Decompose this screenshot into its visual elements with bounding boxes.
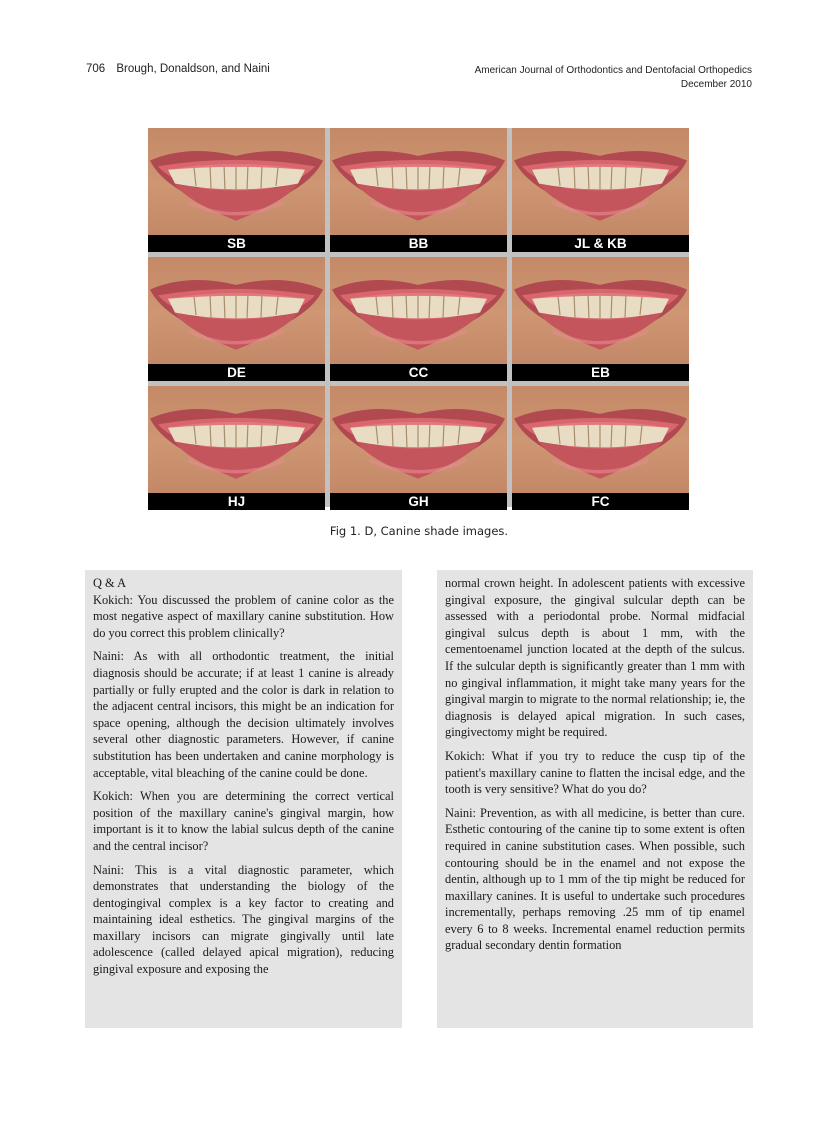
shade-panel [512,257,689,381]
panel-label: CC [330,364,507,381]
qa-paragraph: Kokich: When you are determining the correct vertical position of the maxillary canine's gingival margin, how important is it to know the labial sulcus depth of the canine and the central incisor? [93,789,394,853]
smile-photo [330,257,507,381]
qa-column-left [85,570,402,1028]
qa-paragraph: Kokich: What if you try to reduce the cusp tip of the patient's maxillary canine to flatten the incisal edge, and the tooth is very sensitive? What do you do? [445,748,745,797]
panel-label: DE [148,364,325,381]
panel-label: EB [512,364,689,381]
panel-label: SB [148,235,325,252]
shade-panel [148,128,325,252]
panel-label: GH [330,493,507,510]
issue-date: December 2010 [680,79,752,90]
running-header-right [475,64,752,92]
smile-photo [512,128,689,252]
smile-photo [148,128,325,252]
smile-photo [512,257,689,381]
qa-paragraph: Naini: Prevention, as with all medicine, is better than cure. Esthetic contouring of the canine tip to some extent is often required in canine substitution cases. When possible, such contouring should be in the enamel and not expose the dentin, although up to 1 mm of the tip might be reduced for maxillary canines. It is useful to undertake such procedures incrementally, perhaps removing .25 mm of tip enamel every 6 to 8 weeks. Incremental enamel reduction permits gradual secondary dentin formation [445,805,745,953]
journal-name: American Journal of Orthodontics and Dentofacial Orthopedics [474,65,752,76]
shade-panel [512,386,689,510]
shade-panel [330,128,507,252]
qa-heading: Q & A [93,576,127,590]
smile-photo [330,386,507,510]
smile-photo [148,386,325,510]
shade-panel [512,128,689,252]
qa-paragraph: Naini: As with all orthodontic treatment, the initial diagnosis should be accurate; if at least 1 canine is already partially or fully erupted and the color is dark in relation to the adjacent central incisors, this might be an indication for space opening, although the decision ultimately involves several other diagnostic parameters. However, if canine substitution has been undertaken and canine morphology is acceptable, vital bleaching of the canine could be done. [93,649,394,780]
canine-shade-figure [148,128,689,507]
panel-label: HJ [148,493,325,510]
qa-paragraph: Kokich: You discussed the problem of canine color as the most negative aspect of maxillary canine substitution. How do you correct this problem clinically? [93,592,394,640]
panel-label: JL & KB [512,235,689,252]
panel-label: BB [330,235,507,252]
shade-panel [330,386,507,510]
smile-photo [148,257,325,381]
smile-photo [512,386,689,510]
shade-panel [148,257,325,381]
smile-photo [330,128,507,252]
qa-paragraph: normal crown height. In adolescent patients with excessive gingival exposure, the gingival sulcular depth can be assessed with a periodontal probe. Normal midfacial gingival sulcus depth is about 1 mm, with the cementoenamel junction located at the depth of the sulcus. If the sulcular depth is significantly greater than 1 mm with no gingival inflammation, it might take many years for the gingival margin to migrate to the normal relationship; ie, the diagnosis is delayed apical migration. In such cases, gingivectomy might be required. [445,576,745,740]
author-names: Brough, Donaldson, and Naini [116,63,270,75]
shade-panel [330,257,507,381]
page-number: 706 [86,63,106,75]
shade-panel [148,386,325,510]
running-header-left [86,63,270,75]
figure-caption: Fig 1. D, Canine shade images. [329,524,509,538]
qa-paragraph: Naini: This is a vital diagnostic parameter, which demonstrates that understanding the biology of the dentogingival complex is a key factor to creating and maintaining ideal esthetics. The gingival margins of the maxillary incisors can migrate gingivally until late adolescence (called delayed apical migration), reducing gingival exposure and exposing the [93,862,394,977]
panel-label: FC [512,493,689,510]
qa-column-right [437,570,753,1028]
